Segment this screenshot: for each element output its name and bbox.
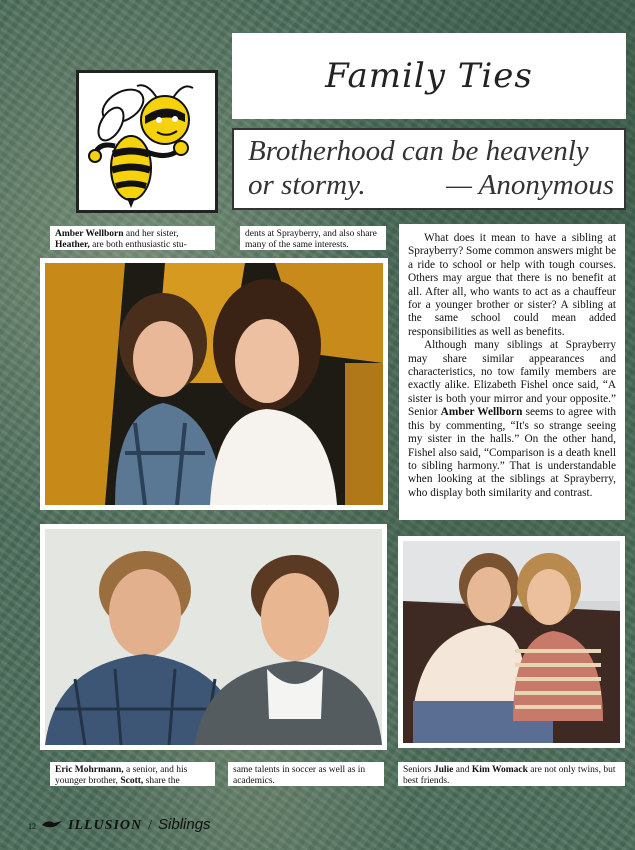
- page-title: Family Ties: [325, 56, 533, 96]
- twins-photo-image: [403, 541, 620, 743]
- page-title-box: [232, 33, 626, 119]
- yellowjacket-mascot-icon: [81, 76, 213, 208]
- brothers-photo-image: [45, 529, 382, 745]
- quote-line-1: Brotherhood can be heavenly: [248, 135, 589, 167]
- caption-bottom-col2: [228, 762, 384, 786]
- caption-name: Kim Womack: [471, 765, 528, 775]
- photo-womack-twins: [398, 536, 625, 748]
- quote-box: [232, 128, 626, 210]
- article-text: Although many siblings at Sprayberry may share similar appearances and characteristics, no tow family members are exactly alike. Elizabeth Fishel once said, “A sister is both your mirror and your opposite.” Senior: [408, 339, 616, 419]
- quote-line-2: or stormy.: [248, 169, 366, 201]
- article-body: [399, 224, 625, 520]
- sisters-photo-image: [45, 263, 383, 505]
- quote-author: — Anonymous: [446, 169, 614, 201]
- article-paragraph-2: [408, 339, 616, 500]
- caption-bottom-col1: [50, 762, 215, 786]
- slash-divider: /: [148, 818, 153, 833]
- caption-text: share the: [143, 776, 180, 786]
- caption-right: [398, 762, 625, 786]
- caption-name: Amber Wellborn: [55, 229, 124, 239]
- caption-text: are both enthusiastic stu-: [89, 240, 187, 250]
- caption-text: Seniors: [403, 765, 434, 775]
- caption-name: Scott,: [120, 776, 144, 786]
- caption-text: and her sister,: [123, 229, 179, 239]
- caption-name: Eric Mohrmann,: [55, 765, 124, 775]
- caption-text: a senior, and his younger brother,: [55, 765, 188, 786]
- yearbook-brand: ILLUSION: [68, 818, 143, 833]
- caption-name: Julie: [433, 765, 454, 775]
- page-number: 12: [28, 822, 36, 831]
- section-name: Siblings: [158, 816, 211, 833]
- photo-mohrmann-brothers: [40, 524, 387, 750]
- quote-line-2-row: [248, 168, 614, 202]
- photo-wellborn-sisters: [40, 258, 388, 510]
- caption-name: Heather,: [55, 240, 90, 250]
- caption-text: are not only twins, but best friends.: [403, 765, 616, 786]
- page-footer: [28, 816, 211, 834]
- caption-text: and: [453, 765, 472, 775]
- article-text: seems to agree with this by commenting, “It's so strange seeing my sister in the halls.” On the other hand, Fishel also said, “Comparison is a death knell to sibling harmony.” That is understandable when looking at the siblings at Sprayberry, who display both similarity and contrast.: [408, 406, 616, 499]
- caption-top-col2: [240, 226, 386, 250]
- mascot-logo-box: [76, 70, 218, 213]
- caption-text: dents at Sprayberry, and also share many of the same interests.: [245, 229, 377, 250]
- caption-top-col1: [50, 226, 215, 250]
- article-name: Amber Wellborn: [440, 406, 523, 419]
- caption-text: same talents in soccer as well as in academics.: [233, 765, 366, 786]
- article-paragraph-1: What does it mean to have a sibling at Sprayberry? Some common answers might be a ride to school or help with tough courses. Others may argue that there is no benefit at all. After all, who wants to act as a chauffeur for a younger brother or sister? A sibling at the same school could mean added responsibilities as well as benefits.: [408, 232, 617, 338]
- bird-logo-icon: [42, 819, 62, 829]
